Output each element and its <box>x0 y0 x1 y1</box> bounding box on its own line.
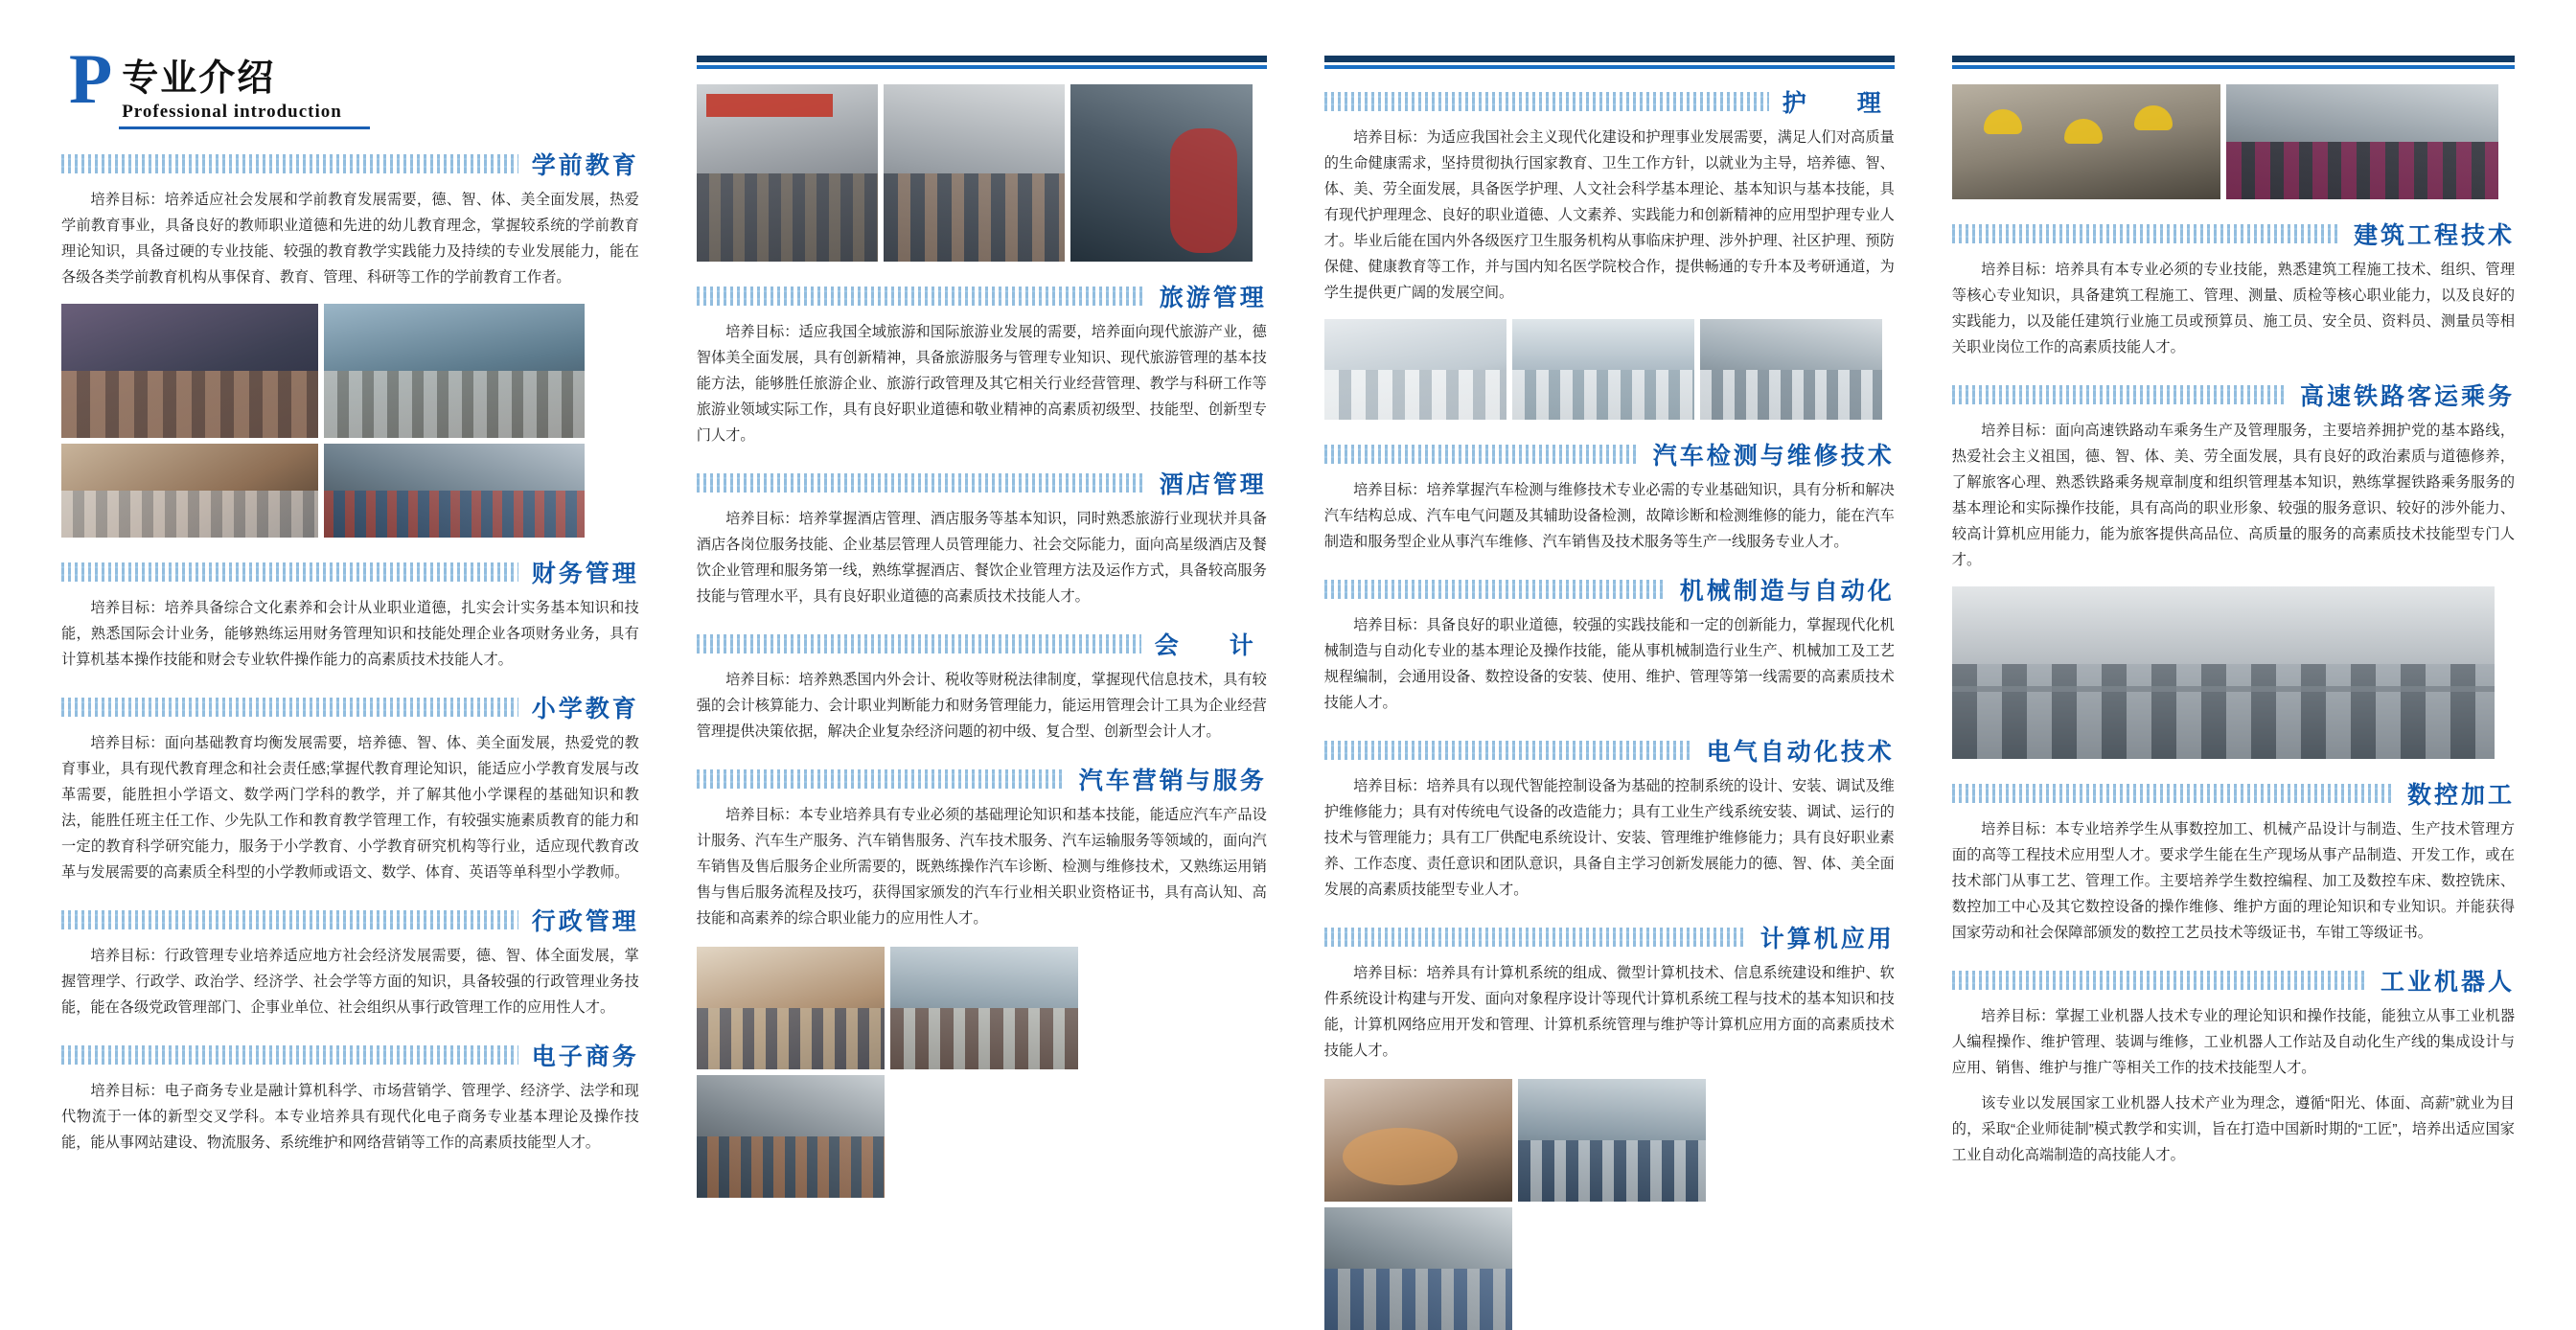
photo <box>1070 84 1253 262</box>
section-divider <box>61 1045 518 1065</box>
section-divider <box>697 769 1066 789</box>
photo <box>1324 1207 1512 1330</box>
section-industrial-robot <box>1952 963 2515 1168</box>
section-cnc-machining <box>1952 776 2515 946</box>
photo-group-computer <box>1324 1079 1895 1330</box>
section-high-speed-rail-service <box>1952 378 2515 573</box>
section-financial-management <box>61 555 639 673</box>
section-auto-inspection-repair <box>1324 437 1895 555</box>
section-divider <box>1324 741 1693 760</box>
column-top-rule <box>1324 56 1895 69</box>
section-nursing <box>1324 84 1895 306</box>
section-accounting <box>697 627 1267 745</box>
photo-group-preschool <box>61 304 639 538</box>
section-body: 培养目标：电子商务专业是融计算机科学、市场营销学、管理学、经济学、法学和现代物流于一体的新型交叉学科。本专业培养具有现代化电子商务专业基本理论及操作技能，能从事网站建设、物流服务、系统维护和网络营销等工作的高素质技能型人才。 <box>61 1083 639 1151</box>
section-divider <box>61 154 518 173</box>
photo <box>1952 586 2495 759</box>
section-body: 培养目标：面向基础教育均衡发展需要，培养德、智、体、美全面发展，热爱党的教育事业，具有现代教育理念和社会责任感;掌握代教育理论知识，能适应小学教育发展与改革需要，能胜担小学语文、数学两门学科的教学，并了解其他小学课程的基础知识和教法，能胜任班主任工作、少先队工作和教育教学管理工作，有较强实施素质教育的能力和一定的教育科学研究能力，服务于小学教育、小学教育研究机构等行业，适应现代教育改革与发展需要的高素质全科型的小学教师或语文、数学、体育、英语等单科型小学教师。 <box>61 735 639 881</box>
photo <box>697 84 878 262</box>
section-body: 培养目标：培养熟悉国内外会计、税收等财税法律制度，掌握现代信息技术，具有较强的会计核算能力、会计职业判断能力和财务管理能力，能运用管理会计工具为企业经营管理提供决策依据，解决企业复杂经济问题的初中级、复合型、创新型会计人才。 <box>696 672 1267 740</box>
section-divider <box>61 562 518 582</box>
photo-group-computer-lab <box>1952 586 2515 759</box>
photo <box>324 444 585 538</box>
section-divider <box>1952 385 2287 404</box>
photo-group-auto-marketing <box>697 947 1267 1198</box>
section-title: 计算机应用 <box>1760 926 1895 952</box>
section-body: 培养目标：培养适应社会发展和学前教育发展需要，德、智、体、美全面发展，热爱学前教育事业，具备良好的教师职业道德和先进的幼儿教育理念，掌握较系统的学前教育理论知识，具备过硬的专业技能、较强的教育教学实践能力及持续的专业发展能力，能在各级各类学前教育机构从事保育、教育、管理、科研等工作的学前教育工作者。 <box>61 192 639 286</box>
brand-underline <box>119 126 370 129</box>
section-title: 建筑工程技术 <box>2353 222 2515 249</box>
section-divider <box>697 634 1141 654</box>
section-title: 财务管理 <box>531 561 639 587</box>
photo-banner <box>706 94 833 117</box>
section-auto-marketing-service <box>697 762 1267 931</box>
section-body: 培养目标：为适应我国社会主义现代化建设和护理事业发展需要，满足人们对高质量的生命健康需求，坚持贯彻执行国家教育、卫生工作方针，以就业为主导，培养德、智、体、美、劳全面发展，具备医学护理、人文社会科学基本理论、基本知识与基本技能，具有现代护理理念、良好的职业道德、人文素养、实践能力和创新精神的应用型护理专业人才。毕业后能在国内外各级医疗卫生服务机构从事临床护理、涉外护理、社区护理、预防保健、健康教育等工作，并与国内知名医学院校合作，提供畅通的专升本及考研通道，为学生提供更广阔的发展空间。 <box>1323 129 1895 301</box>
column-3 <box>1296 50 1923 1271</box>
section-body: 培养目标：培养具有本专业必须的专业技能，熟悉建筑工程施工技术、组织、管理等核心专业知识，具备建筑工程施工、管理、测量、质检等核心职业能力，以及良好的实践能力，以及能任建筑行业施工员或预算员、施工员、安全员、资料员、测量员等相关职业岗位工作的高素质技能人才。 <box>1951 262 2515 355</box>
section-title: 酒店管理 <box>1159 471 1267 498</box>
column-4 <box>1923 50 2543 1271</box>
section-title: 行政管理 <box>531 908 639 935</box>
section-title: 电气自动化技术 <box>1706 739 1895 766</box>
section-body: 培养目标：培养具有以现代智能控制设备为基础的控制系统的设计、安装、调试及维护维修能力；具有对传统电气设备的改造能力；具有工业生产线系统安装、调试、运行的技术与管理能力；具有工厂供配电系统设计、安装、管理维护维修能力；具有良好职业素养、工作态度、责任意识和团队意识，具备自主学习创新发展能力的德、智、体、美全面发展的高素质技能型专业人才。 <box>1323 778 1895 898</box>
section-preschool-education <box>61 147 639 290</box>
section-title: 机械制造与自动化 <box>1679 578 1895 605</box>
section-divider <box>1952 224 2340 243</box>
column-top-rule <box>1952 56 2515 69</box>
section-title: 旅游管理 <box>1159 285 1267 311</box>
section-title: 汽车营销与服务 <box>1078 768 1267 794</box>
photo <box>2226 84 2498 199</box>
photo <box>61 304 318 438</box>
section-hotel-management <box>697 466 1267 609</box>
section-title: 会 计 <box>1154 632 1267 659</box>
photo-group-tourism <box>697 84 1267 262</box>
section-primary-education <box>61 690 639 885</box>
section-body: 培养目标：面向高速铁路动车乘务生产及管理服务，主要培养拥护党的基本路线，热爱社会主义祖国，德、智、体、美、劳全面发展，具有良好的政治素质与道德修养，了解旅客心理、熟悉铁路乘务规章制度和组织管理基本知识，熟练掌握铁路乘务服务的基本理论和实际操作技能，具有高尚的职业形象、较强的服务意识、较好的涉外能力、较高计算机应用能力，能为旅客提供高品位、高质量的服务的高素质技术技能型专门人才。 <box>1951 423 2515 568</box>
column-top-rule <box>697 56 1267 69</box>
section-body-secondary: 该专业以发展国家工业机器人技术产业为理念，遵循“阳光、体面、高薪”就业为目的，采取“企业师徒制”模式教学和实训，旨在打造中国新时期的“工匠”，培养出适应国家工业自动化高端制造的高技能人才。 <box>1951 1095 2515 1163</box>
section-divider <box>697 473 1146 493</box>
brand-logo <box>69 40 639 123</box>
section-title: 电子商务 <box>531 1043 639 1070</box>
section-divider <box>1952 971 2367 990</box>
section-administration <box>61 903 639 1020</box>
page-title-en: Professional introduction <box>122 102 342 122</box>
section-ecommerce <box>61 1038 639 1156</box>
photo <box>1700 319 1882 420</box>
section-divider <box>1324 580 1667 599</box>
section-title: 高速铁路客运乘务 <box>2299 383 2515 410</box>
section-divider <box>1324 928 1747 947</box>
section-body: 培养目标：行政管理专业培养适应地方社会经济发展需要，德、智、体全面发展，掌握管理学、行政学、政治学、经济学、社会学等方面的知识，具备较强的行政管理业务技能，能在各级党政管理部门、企事业单位、社会组织从事行政管理工作的应用性人才。 <box>61 948 639 1016</box>
section-body: 培养目标：本专业培养学生从事数控加工、机械产品设计与制造、生产技术管理方面的高等工程技术应用型人才。要求学生能在生产现场从事产品制造、开发工作，或在技术部门从事工艺、管理工作。主要培养学生数控编程、加工及数控车床、数控铣床、数控加工中心及其它数控设备的操作维修、维护方面的理论知识和专业知识。并能获得国家劳动和社会保障部颁发的数控工艺员技术等级证书，车钳工等级证书。 <box>1951 821 2515 941</box>
photo-group-construction <box>1952 84 2515 199</box>
photo <box>890 947 1078 1069</box>
section-divider <box>61 698 518 717</box>
photo <box>61 444 318 538</box>
column-2 <box>668 50 1296 1271</box>
column-1 <box>33 40 668 1271</box>
section-title: 汽车检测与维修技术 <box>1652 443 1895 470</box>
photo <box>697 1075 885 1198</box>
section-machinery-automation <box>1324 572 1895 716</box>
section-divider <box>1324 445 1640 464</box>
section-divider <box>697 287 1146 306</box>
section-body: 培养目标：本专业培养具有专业必须的基础理论知识和基本技能，能适应汽车产品设计服务、汽车生产服务、汽车销售服务、汽车技术服务、汽车运输服务等领域的，面向汽车销售及售后服务企业所需要的，既熟练操作汽车诊断、检测与维修技术，又熟练运用销售与售后服务流程及技巧，获得国家颁发的汽车行业相关职业资格证书，具有高认知、高技能和高素养的综合职业能力的应用性人才。 <box>696 807 1267 927</box>
section-body: 培养目标：掌握工业机器人技术专业的理论知识和操作技能，能独立从事工业机器人编程操作、维护管理、装调与维修，工业机器人工作站及自动化生产线的集成设计与应用、销售、维护与推广等相关工作的技术技能型人才。 <box>1951 1008 2515 1076</box>
section-divider <box>1952 784 2394 803</box>
section-body: 培养目标：培养掌握酒店管理、酒店服务等基本知识，同时熟悉旅游行业现状并具备酒店各岗位服务技能、企业基层管理人员管理能力、社会交际能力，面向高星级酒店及餐饮企业管理和服务第一线，熟练掌握酒店、餐饮企业管理方法及运作方式，具备较高服务技能与管理水平，具有良好职业道德的高素质技术技能人才。 <box>696 511 1267 605</box>
section-divider <box>1324 92 1769 111</box>
section-body: 培养目标：培养掌握汽车检测与维修技术专业必需的专业基础知识，具有分析和解决汽车结构总成、汽车电气问题及其辅助设备检测，故障诊断和检测维修的能力，能在汽车制造和服务型企业从事汽车维修、汽车销售及技术服务等生产一线服务专业人才。 <box>1323 482 1895 550</box>
photo <box>1512 319 1694 420</box>
section-construction-engineering <box>1952 217 2515 360</box>
section-computer-application <box>1324 920 1895 1064</box>
photo-group-nursing <box>1324 319 1895 420</box>
section-body: 培养目标：具备良好的职业道德，较强的实践技能和一定的创新能力，掌握现代化机械制造与自动化专业的基本理论及操作技能，能从事机械制造行业生产、机械加工及工艺规程编制，会通用设备、数控设备的安装、使用、维护、管理等第一线需要的高素质技术技能人才。 <box>1323 617 1895 711</box>
page-title: 专业介绍 <box>122 58 276 99</box>
section-title: 学前教育 <box>531 152 639 179</box>
photo <box>1518 1079 1706 1202</box>
photo <box>884 84 1065 262</box>
photo <box>1324 1079 1512 1202</box>
photo <box>1952 84 2220 199</box>
section-title: 小学教育 <box>531 696 639 722</box>
section-title: 数控加工 <box>2406 782 2515 809</box>
section-divider <box>61 910 518 929</box>
section-body: 培养目标：培养具备综合文化素养和会计从业职业道德，扎实会计实务基本知识和技能，熟悉国际会计业务，能够熟练运用财务管理知识和技能处理企业各项财务业务，具有计算机基本操作技能和财会专业软件操作能力的高素质技术技能人才。 <box>61 600 639 668</box>
section-body: 培养目标：培养具有计算机系统的组成、微型计算机技术、信息系统建设和维护、软件系统设计构建与开发、面向对象程序设计等现代计算机系统工程与技术的基本知识和技能，计算机网络应用开发和管理、计算机系统管理与维护等计算机应用方面的高素质技术技能人才。 <box>1323 965 1895 1059</box>
section-title: 护 理 <box>1782 90 1895 117</box>
photo <box>697 947 885 1069</box>
photo <box>324 304 585 438</box>
section-title: 工业机器人 <box>2380 969 2515 996</box>
brand-initial: P <box>69 40 113 119</box>
photo <box>1324 319 1506 420</box>
section-tourism-management <box>697 279 1267 448</box>
section-body: 培养目标：适应我国全域旅游和国际旅游业发展的需要，培养面向现代旅游产业，德智体美全面发展，具有创新精神，具备旅游服务与管理专业知识、现代旅游管理的基本技能方法，能够胜任旅游企业、旅游行政管理及其它相关行业经营管理、教学与科研工作等旅游业领域实际工作，具有良好职业道德和敬业精神的高素质初级型、技能型、创新型专门人才。 <box>696 324 1267 444</box>
section-electrical-automation <box>1324 733 1895 903</box>
